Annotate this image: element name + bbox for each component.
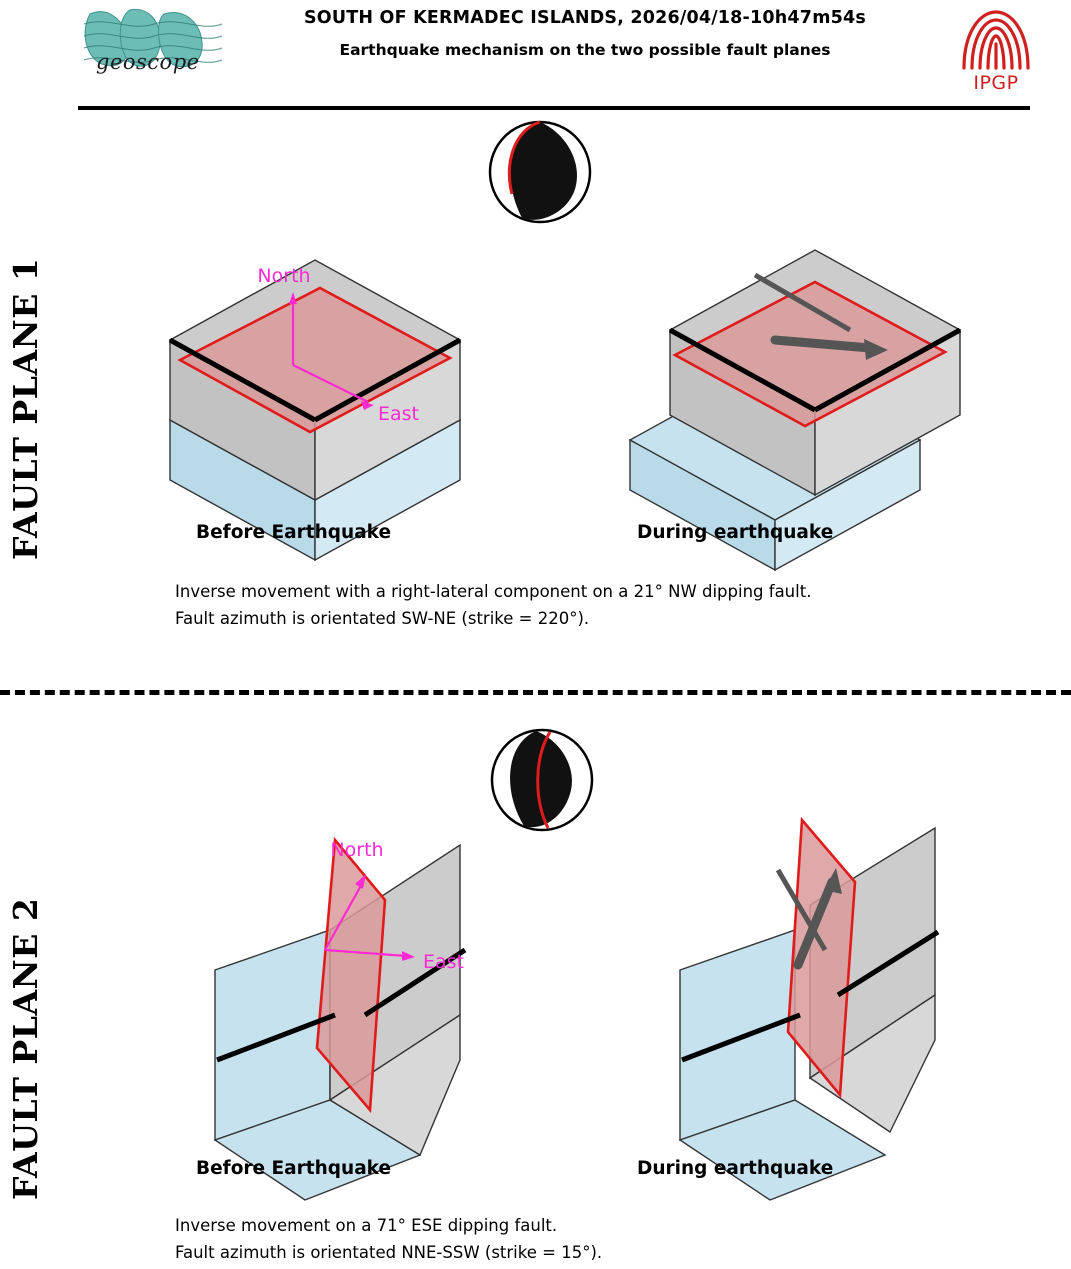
ipgp-logo bbox=[950, 6, 1042, 98]
ipgp-wordmark: IPGP bbox=[973, 72, 1019, 94]
fault-plane-1-panel bbox=[0, 110, 1071, 675]
fault-plane-2-side-label: FAULT PLANE 2 bbox=[6, 897, 45, 1200]
geoscope-wordmark: geoscope bbox=[96, 50, 200, 74]
panel-divider bbox=[0, 690, 1071, 695]
east-label-before-1: East bbox=[378, 403, 419, 425]
description-line2-1: Fault azimuth is orientated SW-NE (strike = 220°). bbox=[175, 609, 590, 628]
focal-mechanism-beachball-1 bbox=[488, 120, 592, 224]
fault-plane-2-panel bbox=[0, 700, 1071, 1269]
description-line2-2: Fault azimuth is orientated NNE-SSW (strike = 15°). bbox=[175, 1243, 603, 1262]
before-caption-2: Before Earthquake bbox=[196, 1158, 392, 1179]
page-header bbox=[0, 0, 1071, 108]
fault-plane-1-side-label: FAULT PLANE 1 bbox=[6, 257, 45, 560]
geoscope-logo bbox=[78, 6, 228, 92]
north-label-before-1: North bbox=[257, 265, 311, 287]
before-caption-1: Before Earthquake bbox=[196, 522, 392, 543]
east-label-before-2: East bbox=[423, 951, 464, 973]
during-caption-1: During earthquake bbox=[637, 522, 834, 543]
header-text-block bbox=[240, 8, 930, 59]
description-line1-2: Inverse movement on a 71° ESE dipping fault. bbox=[175, 1216, 558, 1235]
during-caption-2: During earthquake bbox=[637, 1158, 834, 1179]
description-line1-1: Inverse movement with a right-lateral component on a 21° NW dipping fault. bbox=[175, 582, 812, 601]
event-subtitle: Earthquake mechanism on the two possible fault planes bbox=[339, 41, 831, 59]
north-label-before-2: North bbox=[330, 839, 384, 861]
event-title: SOUTH OF KERMADEC ISLANDS, 2026/04/18-10h47m54s bbox=[303, 8, 866, 28]
